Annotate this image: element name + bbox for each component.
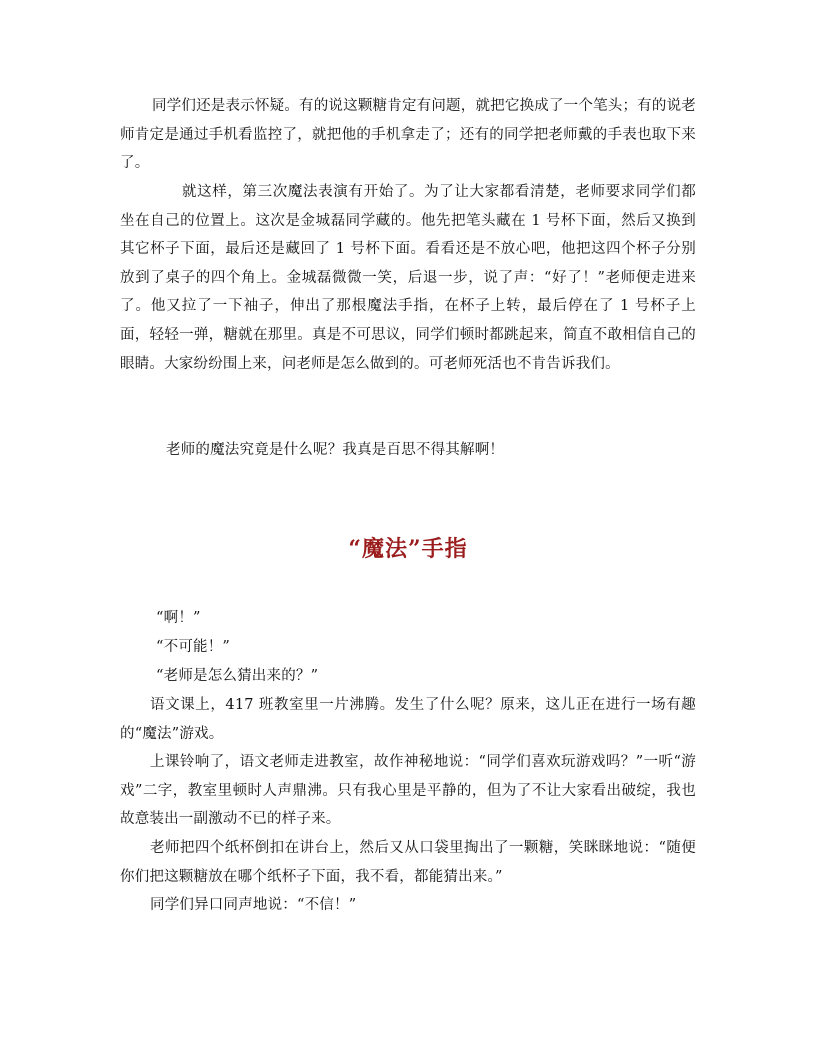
story2-paragraph-1: 语文课上，417 班教室里一片沸腾。发生了什么呢？原来，这儿正在进行一场有趣的“魔法”游戏。 <box>120 697 696 742</box>
story1-paragraph-1: 同学们还是表示怀疑。有的说这颗糖肯定有问题，就把它换成了一个笔头；有的说老师肯定是通过手机看监控了，就把他的手机拿走了；还有的同学把老师戴的手表也取下来了。 <box>120 98 696 172</box>
story1-paragraph-2: 就这样，第三次魔法表演有开始了。为了让大家都看清楚，老师要求同学们都坐在自己的位置上。这次是金城磊同学藏的。他先把笔头藏在 1 号杯下面，然后又换到其它杯子下面，最后还是藏回了 1 号杯下面。看看还是不放心吧，他把这四个杯子分别放到了桌子的四个角上。金城磊微微一笑，后退一步，说了声：“好了！”老师便走进来了。他又拉了一下袖子，伸出了那根魔法手指，在杯子上转，最后停在了 1 号杯子上面，轻轻一弹，糖就在那里。真是不可思议，同学们顿时都跳起来，简直不敢相信自己的眼睛。大家纷纷围上来，问老师是怎么做到的。可老师死活也不肯告诉我们。 <box>120 184 696 372</box>
story2-quote-1: “啊！” <box>156 610 201 626</box>
story2-quote-3: “老师是怎么猜出来的？” <box>156 668 319 684</box>
story2-quote-2: “不可能！” <box>156 639 231 655</box>
story2-paragraph-4: 同学们异口同声地说：“不信！” <box>150 897 357 913</box>
story2-paragraph-3: 老师把四个纸杯倒扣在讲台上，然后又从口袋里掏出了一颗糖，笑眯眯地说：“随便你们把这颗糖放在哪个纸杯子下面，我不看，都能猜出来。” <box>120 840 696 885</box>
story2-title: “魔法”手指 <box>348 536 468 562</box>
story2-paragraph-2: 上课铃响了，语文老师走进教室，故作神秘地说：“同学们喜欢玩游戏吗？”一听“游戏”二字，教室里顿时人声鼎沸。只有我心里是平静的，但为了不让大家看出破绽，我也故意装出一副激动不已的样子来。 <box>120 754 696 828</box>
story1-paragraph-3: 老师的魔法究竟是什么呢？我真是百思不得其解啊！ <box>166 442 505 458</box>
